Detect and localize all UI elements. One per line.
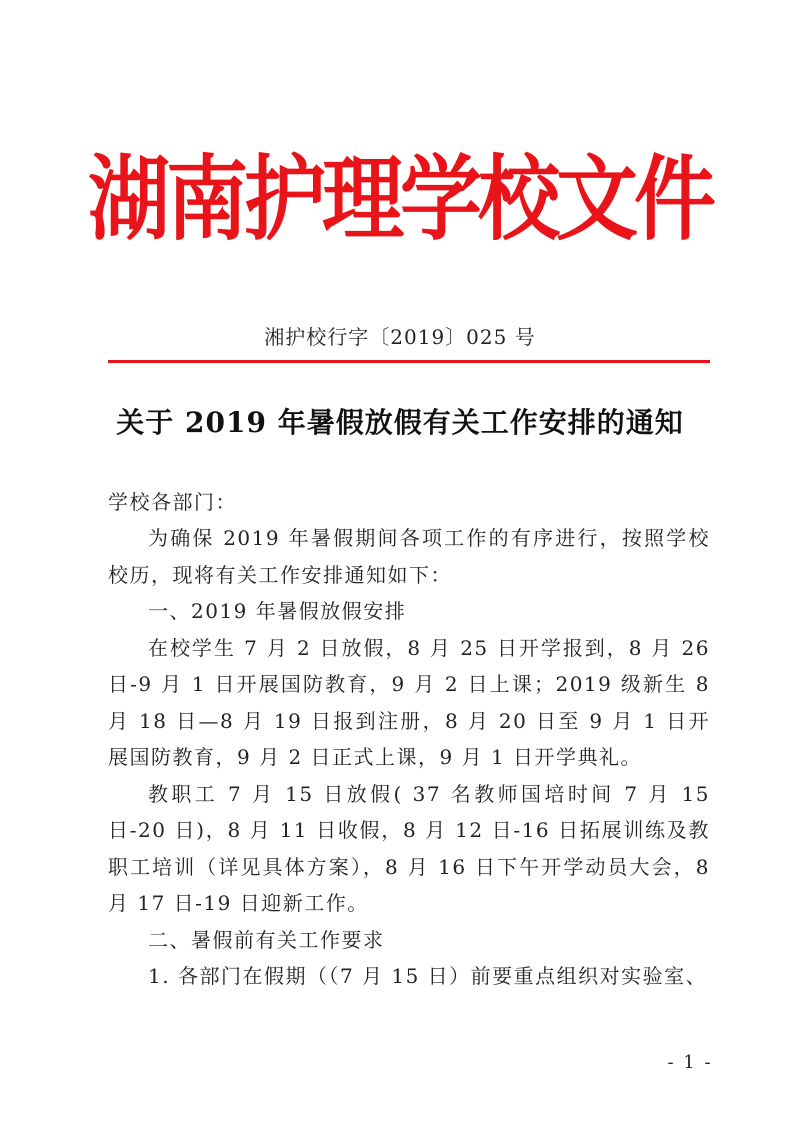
red-divider-line xyxy=(108,360,710,363)
notice-title: 关于 2019 年暑假放假有关工作安排的通知 xyxy=(116,406,684,439)
section-heading-1: 一、2019 年暑假放假安排 xyxy=(148,599,407,623)
requirement-item-1: 1. 各部门在假期（（7 月 15 日）前要重点组织对实验室、 xyxy=(148,964,708,988)
document-number: 湘护校行字〔2019〕025 号 xyxy=(264,325,536,349)
section-heading-2: 二、暑假前有关工作要求 xyxy=(148,927,385,952)
notice-body xyxy=(108,520,710,995)
intro-paragraph: 为确保 2019 年暑假期间各项工作的有序进行，按照学校校历，现将有关工作安排通知如下： xyxy=(108,526,710,587)
page-number: - 1 - xyxy=(667,1052,713,1073)
masthead-title: 湖南护理学校文件 xyxy=(87,145,712,254)
addressee-line: 学校各部门： xyxy=(108,490,237,514)
addressee xyxy=(108,484,710,521)
student-schedule-paragraph: 在校学生 7 月 2 日放假，8 月 25 日开学报到，8 月 26 日-9 月 1 日开展国防教育，9 月 2 日上课；2019 级新生 8 月 18 日—8 月 19 日报到注册，8 月 20 日至 9 月 1 日开展国防教育，9 月 2 日正式上课，9 月 1 日开学典礼。 xyxy=(108,635,710,769)
staff-schedule-paragraph: 教职工 7 月 15 日放假( 37 名教师国培时间 7 月 15 日-20 日)，8 月 11 日收假，8 月 12 日-16 日拓展训练及教职工培训（详见具体方案），8 月 16 日下午开学动员大会，8 月 17 日-19 日迎新工作。 xyxy=(108,781,710,915)
